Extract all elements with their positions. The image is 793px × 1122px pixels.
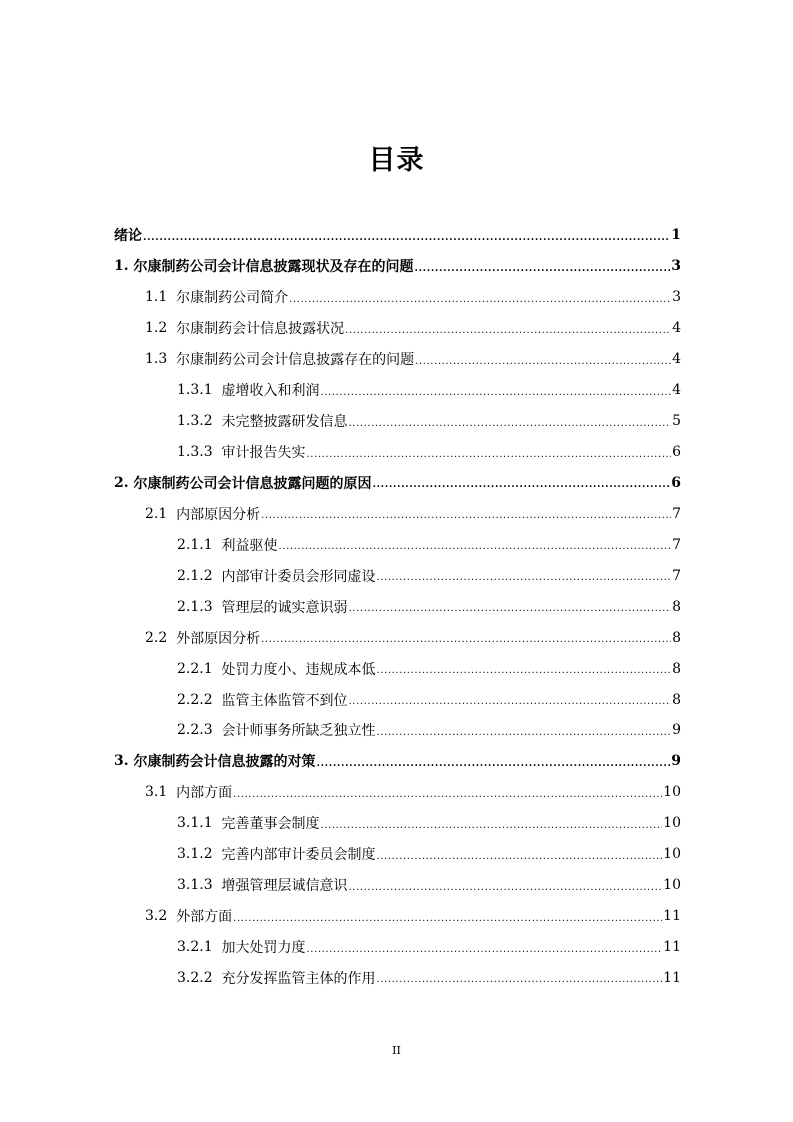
page-number: II: [392, 1044, 401, 1057]
toc-entry-page: 8: [672, 660, 681, 677]
dot-leader: [289, 295, 671, 313]
dot-leader: [321, 388, 672, 406]
dot-leader: [233, 914, 662, 932]
dot-leader: [377, 573, 672, 591]
toc-entry[interactable]: [114, 220, 681, 251]
page-title: 目录: [368, 145, 425, 176]
toc-entry-number: 2.1: [145, 505, 168, 522]
toc-entry[interactable]: [114, 437, 681, 468]
toc-entry-number: 3.1: [145, 784, 168, 801]
toc-entry-number: 2.2.2: [177, 691, 213, 708]
toc-entry[interactable]: [114, 406, 681, 437]
toc-entry-label: 外部方面: [176, 909, 233, 926]
toc-entry-number: 2.: [114, 474, 129, 491]
toc-entry[interactable]: [114, 622, 681, 653]
dot-leader: [377, 852, 663, 870]
toc-entry-page: 6: [672, 444, 681, 461]
toc-entry-page: 10: [663, 846, 681, 863]
toc-entry-number: 1.3: [145, 351, 168, 368]
dot-leader: [377, 728, 672, 746]
toc-entry-label: 尔康制药公司会计信息披露存在的问题: [176, 352, 415, 369]
toc-entry[interactable]: [114, 251, 681, 282]
toc-entry-page: 10: [663, 877, 681, 894]
toc-entry-number: 3.1.2: [177, 846, 213, 863]
toc-entry-number: 2.2.1: [177, 660, 213, 677]
dot-leader: [233, 790, 662, 808]
toc-entry-page: 3: [671, 258, 681, 275]
dot-leader: [345, 326, 671, 344]
toc-entry-page: 4: [672, 320, 681, 337]
toc-entry-label: 绪论: [114, 228, 142, 245]
toc-entry-label: 尔康制药会计信息披露状况: [176, 321, 345, 338]
toc-entry[interactable]: [114, 746, 681, 777]
toc-entry-page: 9: [672, 722, 681, 739]
dot-leader: [377, 975, 663, 993]
dot-leader: [321, 821, 663, 839]
dot-leader: [279, 542, 672, 560]
toc-entry-page: 7: [672, 567, 681, 584]
toc-entry-label: 外部原因分析: [176, 630, 261, 647]
dot-leader: [349, 604, 672, 622]
toc-entry-page: 10: [663, 815, 681, 832]
toc-entry[interactable]: [114, 963, 681, 994]
toc-entry-label: 利益驱使: [221, 537, 278, 554]
toc-entry-label: 处罚力度小、违规成本低: [221, 661, 376, 678]
dot-leader: [373, 480, 671, 498]
toc-entry-label: 会计师事务所缺乏独立性: [221, 723, 376, 740]
toc-entry-label: 未完整披露研发信息: [221, 414, 348, 431]
toc-entry-number: 3.2.2: [177, 969, 213, 986]
dot-leader: [349, 697, 672, 715]
dot-leader: [415, 357, 671, 375]
toc-entry[interactable]: [114, 313, 681, 344]
dot-leader: [261, 511, 671, 529]
toc-entry-page: 9: [671, 753, 681, 770]
dot-leader: [307, 945, 663, 963]
toc-entry-label: 加大处罚力度: [221, 940, 306, 957]
dot-leader: [377, 666, 672, 684]
toc-entry[interactable]: [114, 715, 681, 746]
toc-entry-page: 8: [672, 629, 681, 646]
toc-entry-label: 尔康制药会计信息披露的对策: [133, 754, 316, 771]
dot-leader: [143, 233, 670, 251]
toc-entry-number: 3.: [114, 753, 129, 770]
toc-entry-page: 5: [672, 413, 681, 430]
toc-entry-page: 8: [672, 691, 681, 708]
toc-entry[interactable]: [114, 839, 681, 870]
toc-entry[interactable]: [114, 468, 681, 499]
toc-entry[interactable]: [114, 653, 681, 684]
toc-entry[interactable]: [114, 901, 681, 932]
dot-leader: [317, 759, 671, 777]
toc-entry-page: 4: [672, 351, 681, 368]
toc-entry-number: 3.2: [145, 908, 168, 925]
toc-entry[interactable]: [114, 375, 681, 406]
dot-leader: [261, 635, 671, 653]
toc-entry[interactable]: [114, 684, 681, 715]
toc-entry-label: 管理层的诚实意识弱: [221, 599, 348, 616]
toc-entry-label: 监管主体监管不到位: [221, 692, 348, 709]
toc-entry-label: 完善内部审计委员会制度: [221, 847, 376, 864]
toc-entry-label: 尔康制药公司会计信息披露问题的原因: [133, 475, 372, 492]
toc-entry-number: 2.2: [145, 629, 168, 646]
toc-entry-page: 4: [672, 382, 681, 399]
toc-entry[interactable]: [114, 560, 681, 591]
toc-entry-number: 3.1.1: [177, 815, 213, 832]
toc-entry-page: 11: [663, 969, 681, 986]
toc-entry-number: 1.2: [145, 320, 168, 337]
toc-entry[interactable]: [114, 498, 681, 529]
toc-entry-label: 增强管理层诚信意识: [221, 878, 348, 895]
toc-entry-label: 完善董事会制度: [221, 816, 320, 833]
toc-entry-number: 2.1.1: [177, 536, 213, 553]
toc-entry-label: 尔康制药公司简介: [176, 290, 289, 307]
toc-entry[interactable]: [114, 870, 681, 901]
toc-entry-number: 2.1.2: [177, 567, 213, 584]
toc-entry-label: 内部方面: [176, 785, 233, 802]
toc-entry-page: 6: [671, 474, 681, 491]
toc-entry-number: 2.2.3: [177, 722, 213, 739]
toc-entry[interactable]: [114, 777, 681, 808]
toc-entry[interactable]: [114, 932, 681, 963]
toc-entry-page: 7: [672, 536, 681, 553]
dot-leader: [415, 264, 671, 282]
toc-entry-number: 1.3.3: [177, 444, 213, 461]
dot-leader: [349, 419, 672, 437]
toc-entry-number: 1.1: [145, 289, 168, 306]
toc-entry-page: 7: [672, 505, 681, 522]
toc-entry-number: 1.3.2: [177, 413, 213, 430]
toc-entry-label: 尔康制药公司会计信息披露现状及存在的问题: [133, 259, 414, 276]
toc-entry-number: 1.: [114, 258, 129, 275]
toc-entry-number: 2.1.3: [177, 598, 213, 615]
toc-entry[interactable]: [114, 591, 681, 622]
toc-entry-number: 1.3.1: [177, 382, 213, 399]
toc-entry[interactable]: [114, 529, 681, 560]
toc-entry-page: 3: [672, 289, 681, 306]
toc-entry-number: 3.1.3: [177, 877, 213, 894]
toc-entry-label: 内部原因分析: [176, 506, 261, 523]
toc-entry-page: 1: [671, 227, 681, 244]
toc-entry-label: 虚增收入和利润: [221, 383, 320, 400]
toc-entry-page: 11: [663, 908, 681, 925]
toc-entry[interactable]: [114, 282, 681, 313]
toc-entry[interactable]: [114, 808, 681, 839]
dot-leader: [349, 883, 663, 901]
toc-entry-page: 11: [663, 939, 681, 956]
table-of-contents: [114, 220, 681, 993]
toc-entry-page: 8: [672, 598, 681, 615]
dot-leader: [307, 450, 672, 468]
toc-entry-label: 内部审计委员会形同虚设: [221, 568, 376, 585]
toc-entry-number: 3.2.1: [177, 939, 213, 956]
toc-entry-page: 10: [663, 784, 681, 801]
toc-entry[interactable]: [114, 344, 681, 375]
toc-entry-label: 审计报告失实: [221, 445, 306, 462]
toc-entry-label: 充分发挥监管主体的作用: [221, 970, 376, 987]
